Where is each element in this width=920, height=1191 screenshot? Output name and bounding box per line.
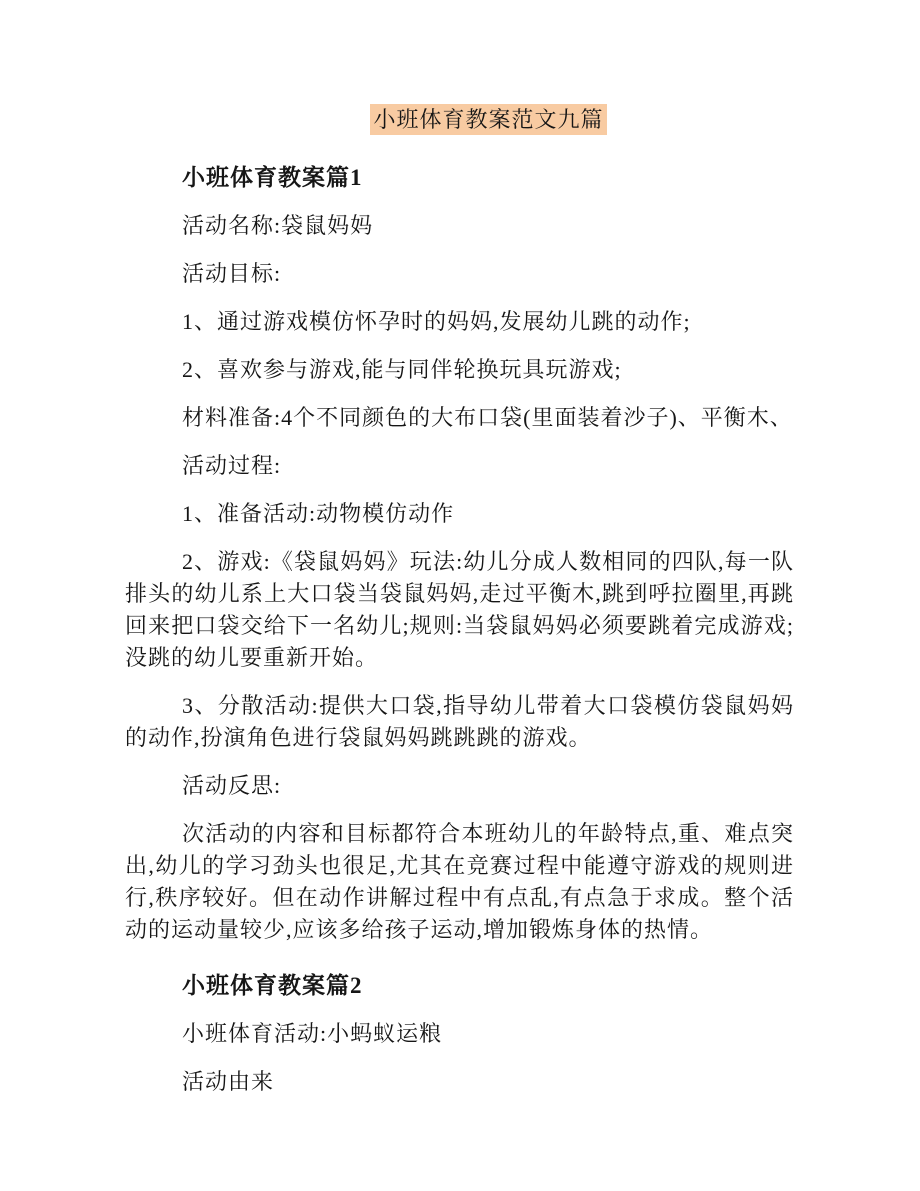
paragraph-process-1: 1、准备活动:动物模仿动作: [182, 501, 455, 526]
paragraph-process-2: 2、游戏:《袋鼠妈妈》玩法:幼儿分成人数相同的四队,每一队排头的幼儿系上大口袋当袋鼠妈妈,走过平衡木,跳到呼拉圈里,再跳回来把口袋交给下一名幼儿;规则:当袋鼠妈妈必须要跳着完成游戏;没跳的幼儿要重新开始。: [125, 549, 794, 670]
paragraph-origin-label: 活动由来: [182, 1069, 275, 1094]
section-heading-1: 小班体育教案篇1: [182, 165, 363, 190]
paragraph-reflection-label: 活动反思:: [182, 773, 282, 798]
paragraph-activity-name-2: 小班体育活动:小蚂蚁运粮: [182, 1021, 443, 1046]
paragraph-goal-2: 2、喜欢参与游戏,能与同伴轮换玩具玩游戏;: [182, 357, 622, 382]
paragraph-goal-1: 1、通过游戏模仿怀孕时的妈妈,发展幼儿跳的动作;: [182, 309, 691, 334]
paragraph-materials: 材料准备:4个不同颜色的大布口袋(里面装着沙子)、平衡木、: [182, 405, 793, 430]
paragraph-process-label: 活动过程:: [182, 453, 282, 478]
paragraph-activity-name: 活动名称:袋鼠妈妈: [182, 213, 374, 238]
document-title: [125, 104, 794, 136]
paragraph-reflection-body: 次活动的内容和目标都符合本班幼儿的年龄特点,重、难点突出,幼儿的学习劲头也很足,尤其在竞赛过程中能遵守游戏的规则进行,秩序较好。但在动作讲解过程中有点乱,有点急于求成。整个活动的运动量较少,应该多给孩子运动,增加锻炼身体的热情。: [125, 821, 794, 942]
paragraph-process-3: 3、分散活动:提供大口袋,指导幼儿带着大口袋模仿袋鼠妈妈的动作,扮演角色进行袋鼠妈妈跳跳跳的游戏。: [125, 693, 794, 750]
paragraph-goals-label: 活动目标:: [182, 261, 282, 286]
section-heading-2: 小班体育教案篇2: [182, 973, 363, 998]
title-highlight-text: 小班体育教案范文九篇: [370, 104, 606, 135]
